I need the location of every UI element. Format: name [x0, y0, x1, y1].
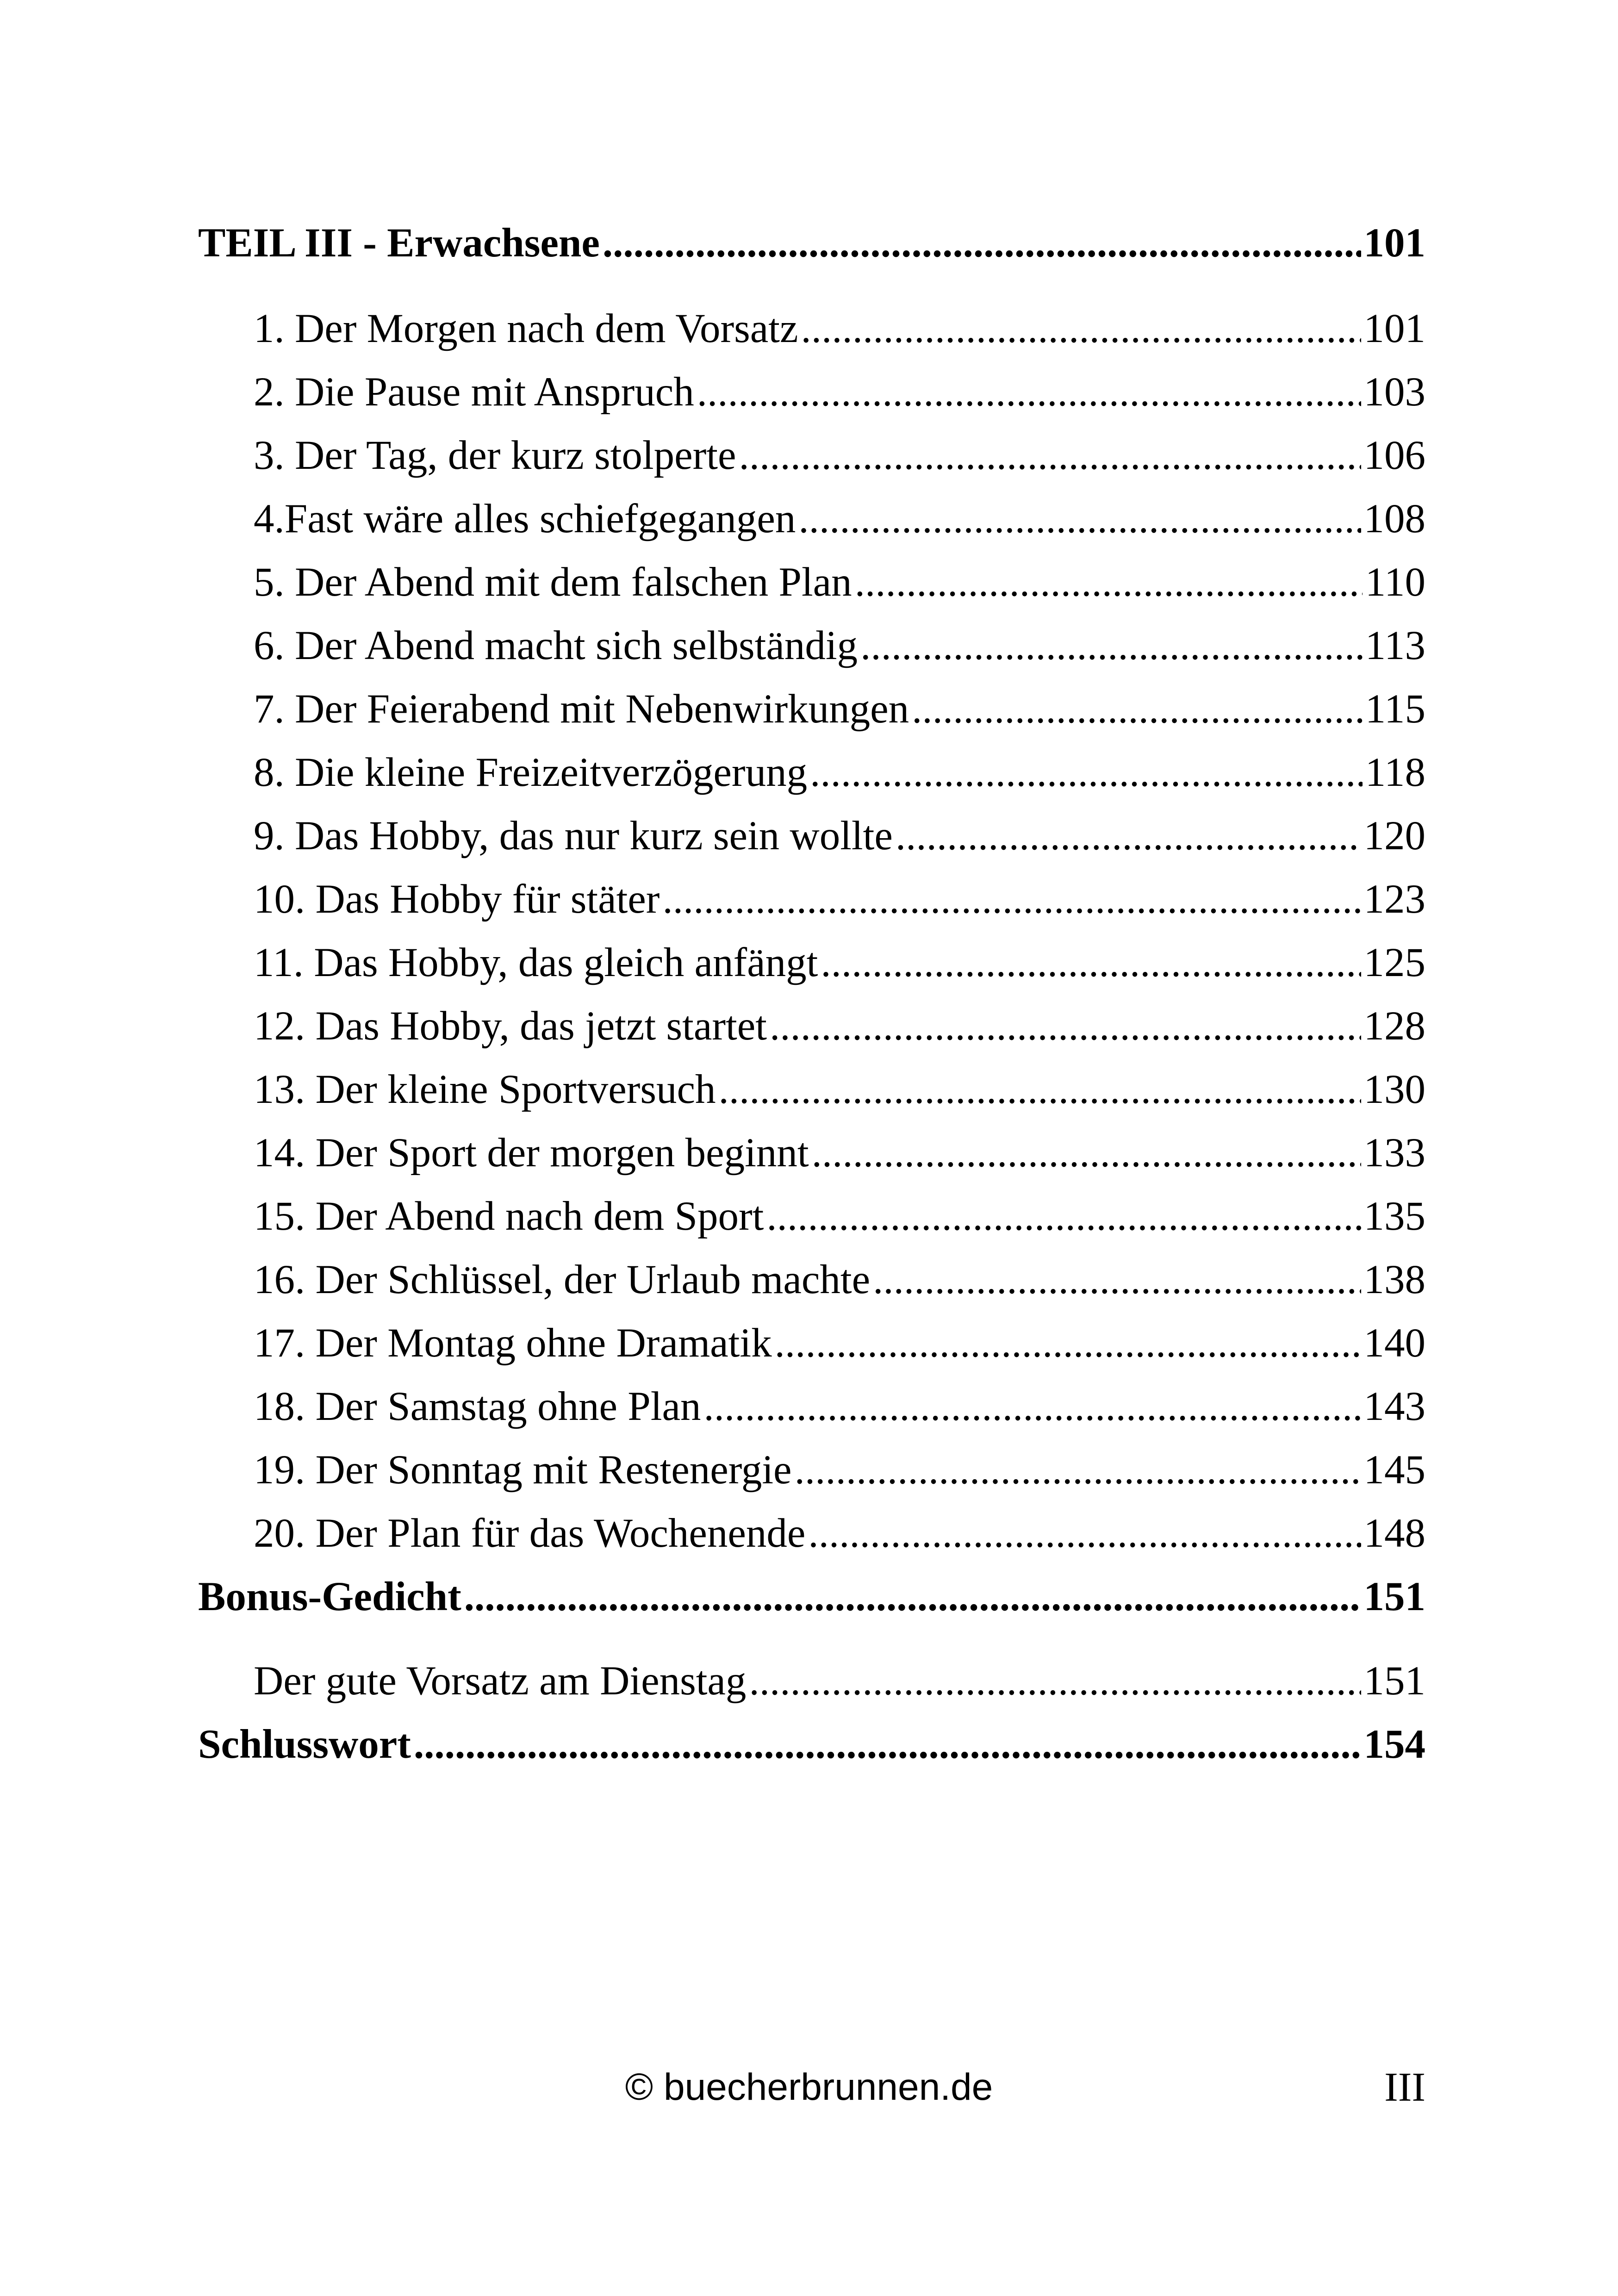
- toc-entry-title: 16. Der Schlüssel, der Urlaub machte: [254, 1257, 871, 1302]
- toc-dot-leader: [662, 874, 1361, 925]
- toc-dot-leader: [810, 747, 1363, 798]
- toc-page-number: 128: [1363, 1003, 1425, 1049]
- toc-page-number: 138: [1363, 1257, 1425, 1302]
- toc-entry[interactable]: [254, 1254, 1425, 1305]
- toc-entry[interactable]: [254, 1508, 1425, 1559]
- toc-dot-leader: [766, 1191, 1361, 1242]
- toc-entry[interactable]: [254, 367, 1425, 417]
- toc-entry[interactable]: [254, 493, 1425, 544]
- toc-page-number: 106: [1363, 433, 1425, 478]
- footer-page-number: III: [1384, 2065, 1425, 2110]
- toc-heading-title: TEIL III - Erwachsene: [198, 220, 600, 266]
- toc-entry-title: 5. Der Abend mit dem falschen Plan: [254, 560, 852, 605]
- toc-entry-title: 12. Das Hobby, das jetzt startet: [254, 1003, 767, 1049]
- toc-dot-leader: [697, 367, 1361, 417]
- toc-page-number: 101: [1363, 220, 1425, 266]
- toc-entry-title: 9. Das Hobby, das nur kurz sein wollte: [254, 813, 893, 859]
- toc-entry[interactable]: [254, 684, 1425, 734]
- toc-page-number: 151: [1363, 1574, 1425, 1619]
- toc-entry[interactable]: [254, 747, 1425, 798]
- toc-entry-title: 2. Die Pause mit Anspruch: [254, 369, 694, 415]
- toc-dot-leader: [414, 1719, 1361, 1770]
- toc-entry[interactable]: [254, 1064, 1425, 1115]
- toc-dot-leader: [770, 1001, 1361, 1052]
- toc-page-number: 123: [1363, 877, 1425, 922]
- toc-dot-leader: [795, 1444, 1361, 1495]
- toc-entry-bonus-poem[interactable]: [254, 1655, 1425, 1706]
- toc-heading-bonus[interactable]: [198, 1571, 1425, 1622]
- toc-entry[interactable]: [254, 1127, 1425, 1178]
- toc-entry-title: 1. Der Morgen nach dem Vorsatz: [254, 306, 798, 351]
- toc-entry-title: 14. Der Sport der morgen beginnt: [254, 1130, 809, 1176]
- toc-page-number: 108: [1363, 496, 1425, 541]
- toc-dot-leader: [873, 1254, 1361, 1305]
- toc-page-number: 101: [1363, 306, 1425, 351]
- toc-entry-title: Der gute Vorsatz am Dienstag: [254, 1658, 747, 1704]
- toc-heading-closing[interactable]: [198, 1719, 1425, 1770]
- toc-entry[interactable]: [254, 874, 1425, 925]
- toc-entry-title: 6. Der Abend macht sich selbständig: [254, 623, 858, 668]
- toc-dot-leader: [603, 218, 1361, 268]
- toc-page-number: 103: [1363, 369, 1425, 415]
- toc-page-number: 110: [1365, 560, 1425, 605]
- toc-page-number: 143: [1363, 1384, 1425, 1429]
- toc-page-number: 133: [1363, 1130, 1425, 1176]
- toc-dot-leader: [896, 810, 1361, 861]
- toc-page-number: 115: [1365, 686, 1425, 732]
- toc-entry[interactable]: [254, 557, 1425, 608]
- toc-heading-title: Schlusswort: [198, 1722, 411, 1767]
- toc-entry-title: 13. Der kleine Sportversuch: [254, 1067, 716, 1112]
- toc-entry[interactable]: [254, 1318, 1425, 1369]
- toc-entry-title: 10. Das Hobby für stäter: [254, 877, 660, 922]
- toc-page-number: 113: [1365, 623, 1425, 668]
- toc-dot-leader: [775, 1318, 1361, 1369]
- toc-entry-title: 20. Der Plan für das Wochenende: [254, 1511, 806, 1556]
- toc-dot-leader: [749, 1655, 1361, 1706]
- toc-page-number: 130: [1363, 1067, 1425, 1112]
- toc-dot-leader: [719, 1064, 1361, 1115]
- toc-page-number: 125: [1363, 940, 1425, 985]
- toc-entry[interactable]: [254, 430, 1425, 481]
- toc-dot-leader: [703, 1381, 1361, 1432]
- toc-entry-title: 19. Der Sonntag mit Restenergie: [254, 1447, 792, 1493]
- toc-entry-title: 18. Der Samstag ohne Plan: [254, 1384, 701, 1429]
- toc-entry-title: 15. Der Abend nach dem Sport: [254, 1194, 764, 1239]
- toc-entry[interactable]: [254, 1444, 1425, 1495]
- toc-dot-leader: [801, 303, 1361, 354]
- toc-page-number: 151: [1363, 1658, 1425, 1704]
- toc-entry[interactable]: [254, 1191, 1425, 1242]
- toc-dot-leader: [464, 1571, 1361, 1622]
- toc-page-number: 135: [1363, 1194, 1425, 1239]
- toc-entry[interactable]: [254, 937, 1425, 988]
- toc-entry-title: 8. Die kleine Freizeitverzögerung: [254, 750, 808, 795]
- toc-dot-leader: [860, 620, 1363, 671]
- toc-page-number: 140: [1363, 1320, 1425, 1366]
- toc-dot-leader: [808, 1508, 1361, 1559]
- toc-dot-leader: [739, 430, 1361, 481]
- toc-entry-title: 17. Der Montag ohne Dramatik: [254, 1320, 772, 1366]
- toc-entry-title: 4.Fast wäre alles schiefgegangen: [254, 496, 796, 541]
- toc-entry-title: 3. Der Tag, der kurz stolperte: [254, 433, 736, 478]
- footer-copyright: © buecherbrunnen.de: [625, 2066, 993, 2108]
- toc-entry[interactable]: [254, 620, 1425, 671]
- toc-page-number: 145: [1363, 1447, 1425, 1493]
- toc-heading-title: Bonus-Gedicht: [198, 1574, 461, 1619]
- toc-entry[interactable]: [254, 1381, 1425, 1432]
- toc-entry[interactable]: [254, 303, 1425, 354]
- toc-dot-leader: [912, 684, 1363, 734]
- toc-entry-title: 7. Der Feierabend mit Nebenwirkungen: [254, 686, 909, 732]
- toc-dot-leader: [812, 1127, 1361, 1178]
- toc-page-number: 154: [1363, 1722, 1425, 1767]
- toc-page-number: 120: [1363, 813, 1425, 859]
- toc-heading-part-three[interactable]: [198, 218, 1425, 268]
- toc-dot-leader: [855, 557, 1363, 608]
- toc-entry[interactable]: [254, 810, 1425, 861]
- toc-page-number: 118: [1365, 750, 1425, 795]
- toc-dot-leader: [798, 493, 1361, 544]
- toc-entry-title: 11. Das Hobby, das gleich anfängt: [254, 940, 818, 985]
- toc-dot-leader: [821, 937, 1361, 988]
- toc-page-number: 148: [1363, 1511, 1425, 1556]
- toc-entry[interactable]: [254, 1001, 1425, 1052]
